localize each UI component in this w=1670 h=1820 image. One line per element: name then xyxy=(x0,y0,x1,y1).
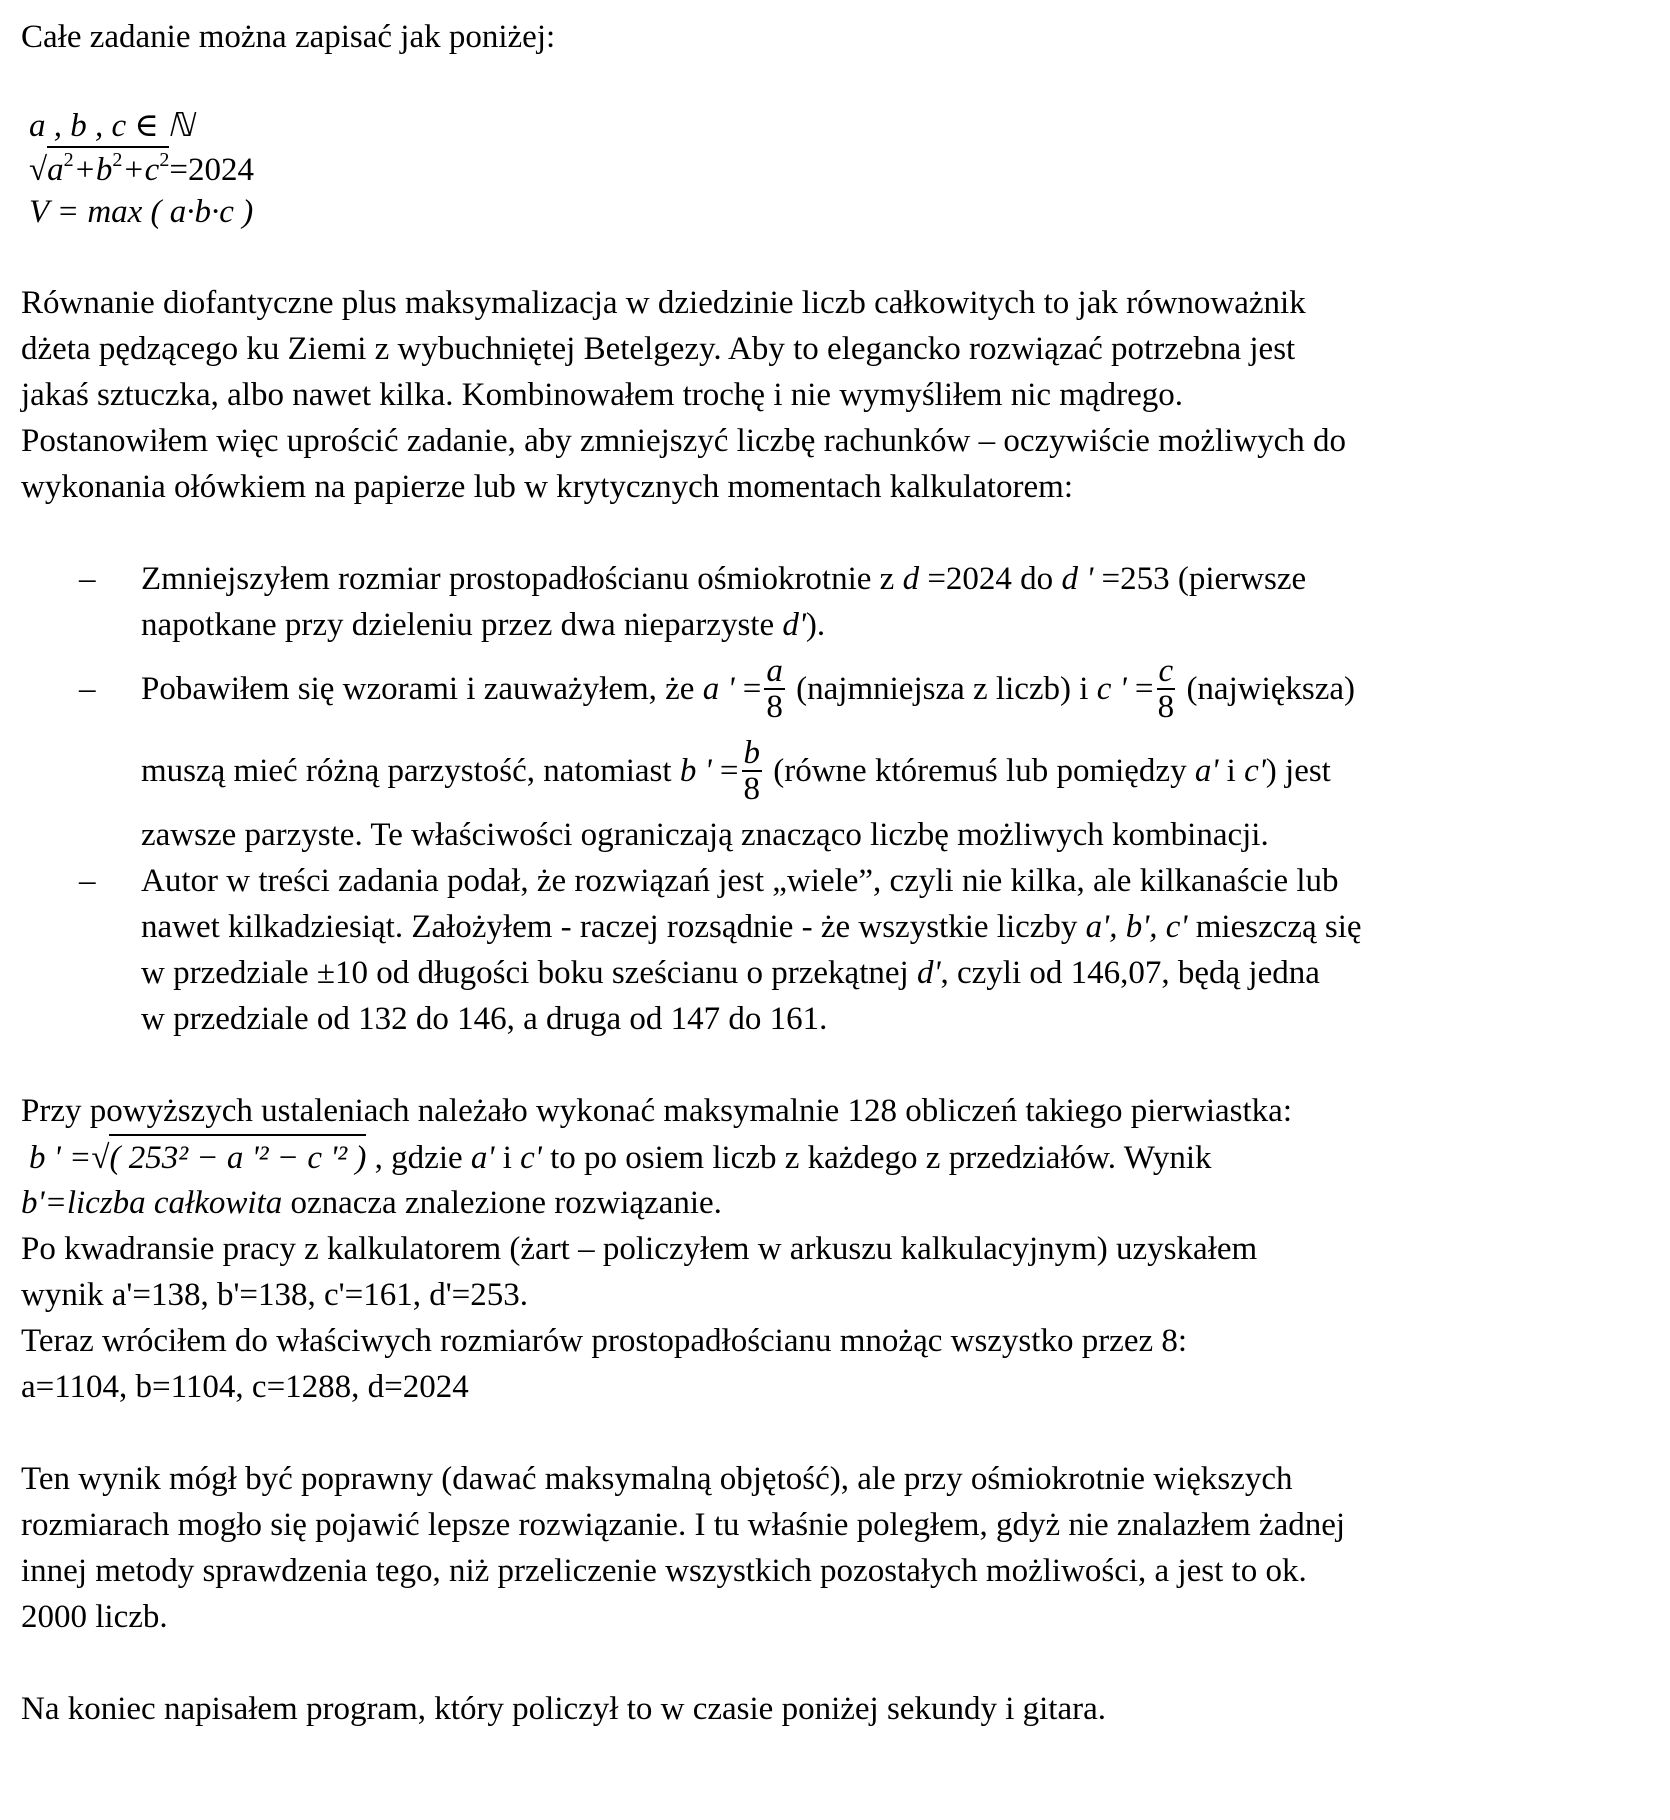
result-reduced: wynik a'=138, b'=138, c'=161, d'=253. xyxy=(21,1277,529,1313)
result-full: a=1104, b=1104, c=1288, d=2024 xyxy=(21,1369,469,1405)
fraction-a-over-8: $\frac{a}{8}$ xyxy=(766,653,783,726)
formula-block xyxy=(21,106,1661,234)
text-line: jakaś sztuczka, albo nawet kilka. Kombinowałem trochę i nie wymyśliłem nic mądrego. xyxy=(21,377,1183,413)
sqrt-icon: √ xyxy=(91,1140,110,1176)
formula-set: a , b , c ∈ ℕ xyxy=(29,108,194,144)
fraction-c-over-8: $\frac{c}{8}$ xyxy=(1157,653,1175,726)
paragraph-1 xyxy=(21,280,1661,510)
sqrt-radicand: ( 253² − a '² − c '² ) xyxy=(109,1134,366,1178)
formula-volume: V = max ( a·b·c ) xyxy=(29,194,254,230)
list-item: – Pobawiłem się wzorami i zauważyłem, że a ' = $\frac{a}{8}$ (najmniejsza z liczb) i c ' = $\frac{c}{8}$ (największa) muszą mieć różną parzystość, natomiast b ' = $\frac{b}{8}$ (równe któremuś lub pomiędzy a' i c') jest zawsze parzyste. Te właściwości ograniczają znacząco liczbę możliwych kombinacji. xyxy=(79,653,1356,853)
sqrt-radicand: $a^2+b^2+c^2$ xyxy=(47,146,169,190)
document-page xyxy=(0,14,1661,1732)
dash-bullet-icon: – xyxy=(79,671,96,707)
list-item: – Autor w treści zadania podał, że rozwiązań jest „wiele”, czyli nie kilka, ale kilkanaście lub nawet kilkadziesiąt. Założyłem - raczej rozsądnie - że wszystkie liczby a', b', c' mieszczą się w przedziale ±10 od długości boku sześcianu o przekątnej d', czyli od 146,07, będą jedna w przedziale od 132 do 146, a druga od 147 do 161. xyxy=(21,858,1661,1042)
text-line: dżeta pędzącego ku Ziemi z wybuchniętej Betelgezy. Aby to elegancko rozwiązać potrzebna jest xyxy=(21,331,1296,367)
text-line: Postanowiłem więc uprościć zadanie, aby zmniejszyć liczbę rachunków – oczywiście możliwych do xyxy=(21,423,1347,459)
dash-bullet-icon: – xyxy=(79,863,96,899)
dash-bullet-icon: – xyxy=(79,561,96,597)
formula-equation: $√a^2+b^2+c^2=2024$ xyxy=(29,146,1661,190)
paragraph-2: Przy powyższych ustaleniach należało wykonać maksymalnie 128 obliczeń takiego pierwiastka: b ' =√( 253² − a '² − c '² ) , gdzie a' i c' to po osiem liczb z każdego z przedziałów. Wynik b'=liczba całkowita oznacza znalezione rozwiązanie. Po kwadransie pracy z kalkulatorem (żart – policzyłem w arkuszu kalkulacyjnym) uzyskałem wynik a'=138, b'=138, c'=161, d'=253. Teraz wróciłem do właściwych rozmiarów prostopadłościanu mnożąc wszystko przez 8: a=1104, b=1104, c=1288, d=2024 xyxy=(21,1088,1661,1410)
text-line: wykonania ołówkiem na papierze lub w krytycznych momentach kalkulatorem: xyxy=(21,469,1073,505)
fraction-b-over-8: $\frac{b}{8}$ xyxy=(743,735,760,808)
sqrt-icon: √ xyxy=(29,152,48,188)
bullet-list xyxy=(21,556,1661,1042)
text-line: Równanie diofantyczne plus maksymalizacja w dziedzinie liczb całkowitych to jak równoważnik xyxy=(21,285,1306,321)
intro-line: Całe zadanie można zapisać jak poniżej: xyxy=(21,19,556,55)
paragraph-3: Ten wynik mógł być poprawny (dawać maksymalną objętość), ale przy ośmiokrotnie większych rozmiarach mogło się pojawić lepsze rozwiązanie. I tu właśnie poległem, gdyż nie znalazłem żadnej innej metody sprawdzenia tego, niż przeliczenie wszystkich pozostałych możliwości, a jest to ok. 2000 liczb. xyxy=(21,1461,1346,1635)
closing-line: Na koniec napisałem program, który policzył to w czasie poniżej sekundy i gitara. xyxy=(21,1691,1106,1727)
list-item: – Zmniejszyłem rozmiar prostopadłościanu ośmiokrotnie z d =2024 do d ' =253 (pierwsze napotkane przy dzieleniu przez dwa nieparzyste d'). xyxy=(21,556,1661,648)
